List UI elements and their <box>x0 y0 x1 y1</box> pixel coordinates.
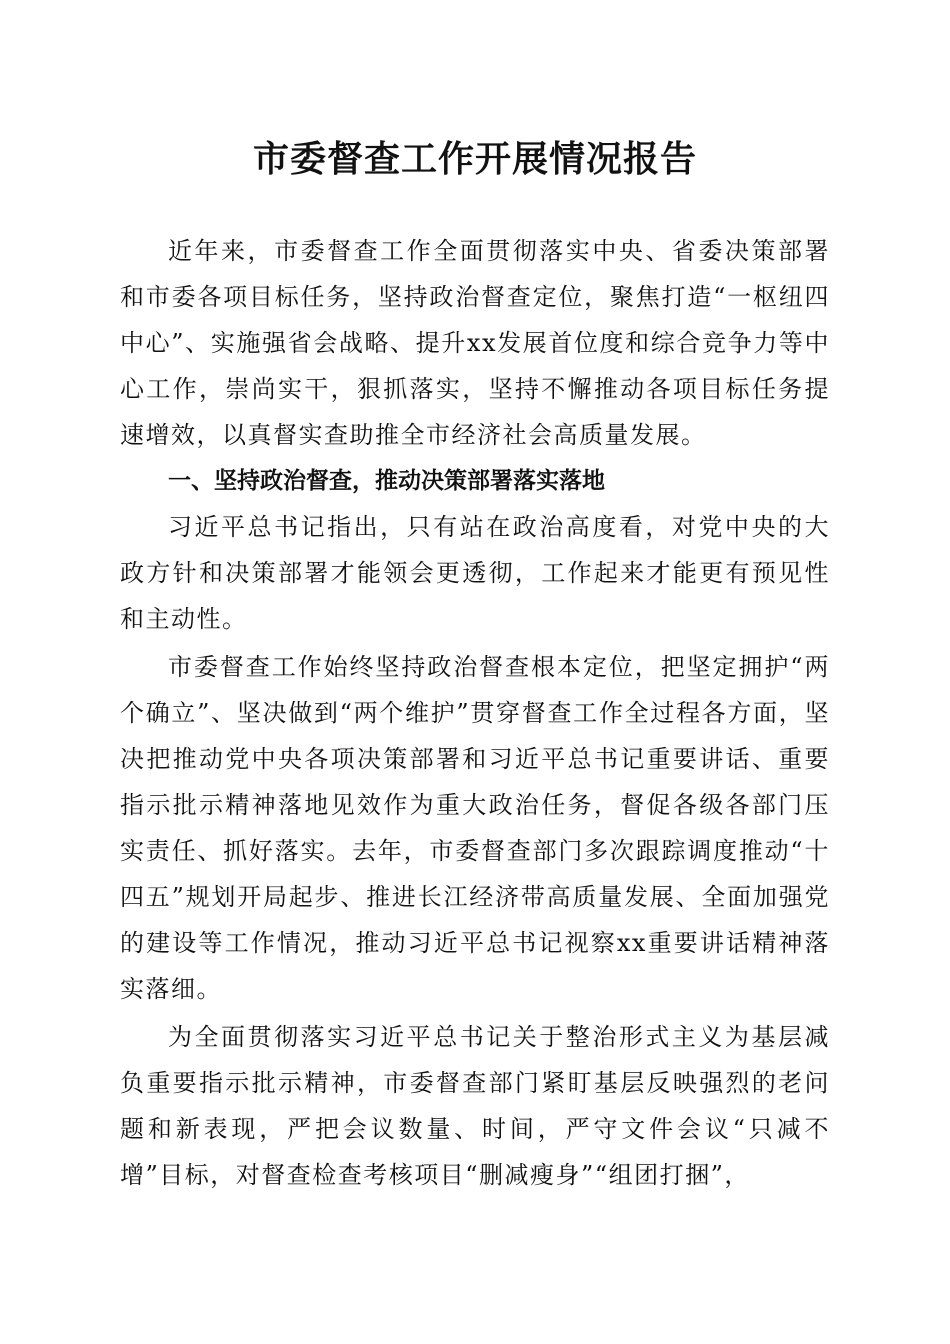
section-1-paragraph-1: 习近平总书记指出，只有站在政治高度看，对党中央的大政方针和决策部署才能领会更透彻，工作起来才能更有预见性和主动性。 <box>120 513 830 633</box>
section-1-heading: 一、坚持政治督查，推动决策部署落实落地 <box>168 468 605 494</box>
document-title: 市委督查工作开展情况报告 <box>252 138 697 180</box>
section-1-paragraph-3: 为全面贯彻落实习近平总书记关于整治形式主义为基层减负重要指示批示精神，市委督查部门紧盯基层反映强烈的老问题和新表现，严把会议数量、时间，严守文件会议“只减不增”目标，对督查检查考核项目“删减瘦身”“组团打捆”， <box>120 1023 830 1189</box>
section-1-paragraph-2: 市委督查工作始终坚持政治督查根本定位，把坚定拥护“两个确立”、坚决做到“两个维护”贯穿督查工作全过程各方面，坚决把推动党中央各项决策部署和习近平总书记重要讲话、重要指示批示精神落地见效作为重大政治任务，督促各级各部门压实责任、抓好落实。去年，市委督查部门多次跟踪调度推动“十四五”规划开局起步、推进长江经济带高质量发展、全面加强党的建设等工作情况，推动习近平总书记视察xx重要讲话精神落实落细。 <box>120 653 830 1003</box>
document-body <box>120 228 830 1198</box>
intro-paragraph: 近年来，市委督查工作全面贯彻落实中央、省委决策部署和市委各项目标任务，坚持政治督查定位，聚焦打造“一枢纽四中心”、实施强省会战略、提升xx发展首位度和综合竞争力等中心工作，崇尚实干，狠抓落实，坚持不懈推动各项目标任务提速增效，以真督实查助推全市经济社会高质量发展。 <box>120 237 830 449</box>
